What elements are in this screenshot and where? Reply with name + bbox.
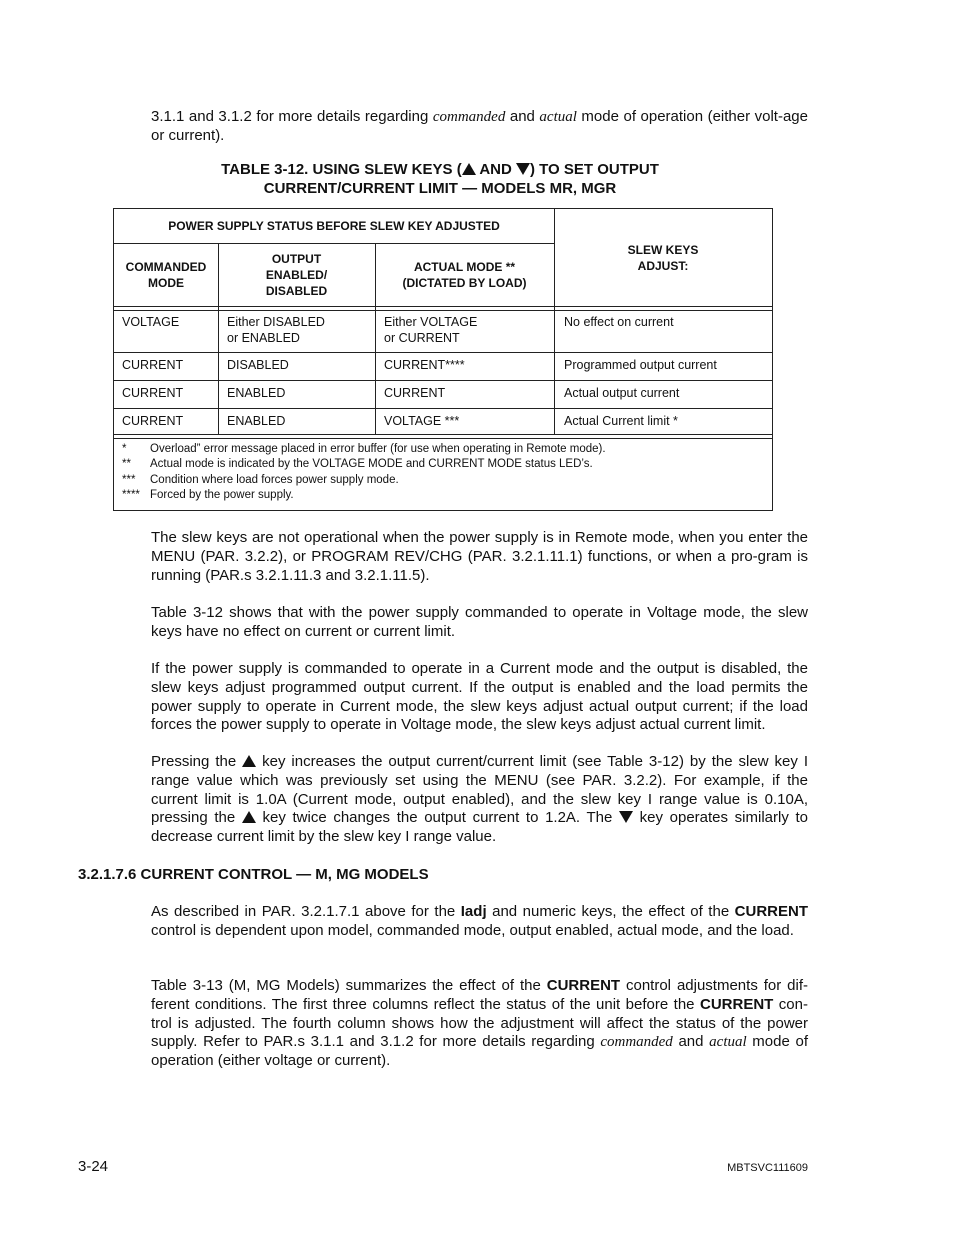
paragraph-text: con-trol is adjusted. The fourth column shows how the adjustment will affect the status of the power supply. Refer to PAR.s 3.1.1 and 3.1.2 for more details regarding <box>151 995 808 1051</box>
paragraph-text: control adjustments for dif-ferent conditions. The first three columns reflect the status of the unit before the <box>151 977 808 1013</box>
header-text: COMMANDED <box>125 260 207 274</box>
italic-term: commanded <box>600 1034 673 1051</box>
paragraph-text: key operates similarly to decrease current limit by the slew key I range value. <box>151 809 808 846</box>
paragraph-text: Table 3-13 (M, MG Models) summarizes the effect of the <box>151 977 547 994</box>
paragraph-text: key increases the output current/current limit (see Table 3-12) by the slew key I range value which was previously set using the MENU (see PAR. 3.2.2). For example, if the current limit is 1.0A (Current mode, output enabled), and the slew key I range value is 0.10A, pressing the <box>151 753 809 827</box>
footnote-mark: **** <box>122 489 140 501</box>
table-cell <box>227 315 325 346</box>
up-triangle-icon <box>462 163 476 175</box>
footnote-text: Forced by the power supply. <box>150 489 294 501</box>
cell-line: Either DISABLED <box>227 315 325 329</box>
page-number: 3-24 <box>78 1158 109 1175</box>
up-triangle-icon <box>242 811 256 823</box>
cell-line: or CURRENT <box>384 330 460 345</box>
header-text: ENABLED/ <box>265 268 328 282</box>
bold-term: Iadj <box>460 903 487 920</box>
paragraph-as-described <box>151 903 808 941</box>
intro-paragraph <box>151 108 808 146</box>
down-triangle-icon <box>516 163 530 175</box>
paragraph-text: key twice changes the output current to 1.2A. The <box>255 809 619 827</box>
document-id: MBTSVC111609 <box>727 1162 808 1174</box>
paragraph-slew-keys-not-operational: The slew keys are not operational when the power supply is in Remote mode, when you enter the MENU (PAR. 3.2.2), or PROGRAM REV/CHG (PAR. 3.2.1.11.1) functions, or when a pro-gram is running (PAR.s 3.2.1.11.3 and 3.2.1.11.5). <box>151 529 808 584</box>
up-triangle-icon <box>242 755 256 767</box>
bold-term: CURRENT <box>700 995 774 1013</box>
intro-italic-commanded: commanded <box>432 109 506 125</box>
paragraph-text: Pressing the <box>151 753 243 770</box>
header-actual-mode <box>375 259 554 291</box>
header-text: ADJUST: <box>637 259 689 273</box>
down-triangle-icon <box>619 811 633 823</box>
table-footnote <box>122 457 593 473</box>
intro-italic-actual: actual <box>539 109 577 125</box>
header-text: OUTPUT <box>271 252 322 266</box>
paragraph-table-3-13 <box>151 977 808 1071</box>
caption-text: TABLE 3-12. USING SLEW KEYS ( <box>221 161 462 178</box>
table-cell: ENABLED <box>227 386 286 400</box>
paragraph-text: and <box>672 1033 710 1051</box>
table-cell: CURRENT <box>122 414 184 428</box>
intro-text: mode of operation (either volt-age or current). <box>151 108 808 144</box>
table-cell: ENABLED <box>227 414 286 428</box>
divider <box>114 438 772 439</box>
caption-text: AND <box>475 161 516 178</box>
footnote-mark: *** <box>122 474 136 486</box>
footnote-mark: ** <box>122 458 131 470</box>
bold-term: CURRENT <box>546 977 621 994</box>
paragraph-text: and numeric keys, the effect of the <box>486 903 735 920</box>
table-footnote <box>122 488 294 504</box>
paragraph-text: control is dependent upon model, commanded mode, output enabled, actual mode, and the load. <box>151 921 794 939</box>
divider <box>114 434 772 435</box>
bold-term: CURRENT <box>734 903 809 920</box>
cell-line: Either VOLTAGE <box>384 315 478 329</box>
table-cell: Programmed output current <box>564 358 717 372</box>
table-caption <box>140 160 740 198</box>
header-text: SLEW KEYS <box>627 243 699 257</box>
table-caption-line2: CURRENT/CURRENT LIMIT — MODELS MR, MGR <box>263 180 617 197</box>
divider <box>114 243 554 244</box>
footnote-text: Overload” error message placed in error buffer (for use when operating in Remote mode). <box>150 443 606 455</box>
paragraph-text: mode of operation (either voltage or current). <box>151 1033 808 1070</box>
slew-keys-table <box>113 208 773 511</box>
section-heading: 3.2.1.7.6 CURRENT CONTROL — M, MG MODELS <box>78 866 429 883</box>
table-cell: CURRENT <box>384 386 446 400</box>
table-cell: VOLTAGE *** <box>384 414 460 428</box>
header-text: MODE <box>148 276 184 290</box>
divider <box>114 408 772 409</box>
header-text: ACTUAL MODE ** <box>413 260 516 274</box>
table-footnote <box>122 473 399 489</box>
header-commanded-mode <box>114 259 218 291</box>
divider <box>114 352 772 353</box>
table-cell: CURRENT**** <box>384 358 465 372</box>
paragraph-current-mode: If the power supply is commanded to operate in a Current mode and the output is disabled, the slew keys adjust programmed output current. If the output is enabled and the load permits the power supply to operate in Current mode, the slew keys adjust actual output current; if the load forces the power supply to operate in Voltage mode, the slew keys adjust actual current limit. <box>151 660 808 734</box>
header-text: DISABLED <box>265 284 328 298</box>
footnote-text: Condition where load forces power supply mode. <box>150 474 399 486</box>
table-cell: VOLTAGE <box>122 315 180 329</box>
table-group-header: POWER SUPPLY STATUS BEFORE SLEW KEY ADJUSTED <box>168 219 500 233</box>
footnote-mark: * <box>122 443 127 455</box>
intro-text: and <box>505 108 540 125</box>
header-slew-keys-adjust <box>554 242 772 274</box>
table-caption-line1 <box>140 160 740 179</box>
table-cell <box>384 315 477 346</box>
table-cell: CURRENT <box>122 358 184 372</box>
paragraph-voltage-mode: Table 3-12 shows that with the power supply commanded to operate in Voltage mode, the slew keys have no effect on current or current limit. <box>151 604 808 640</box>
footnote-text: Actual mode is indicated by the VOLTAGE MODE and CURRENT MODE status LED’s. <box>150 458 593 470</box>
table-footnote <box>122 442 606 458</box>
paragraph-pressing-key <box>151 753 808 847</box>
cell-line: or ENABLED <box>227 330 300 345</box>
table-cell: Actual output current <box>564 386 680 400</box>
caption-text: ) TO SET OUTPUT <box>529 161 659 178</box>
divider <box>114 380 772 381</box>
header-text: (DICTATED BY LOAD) <box>402 276 527 290</box>
table-cell: DISABLED <box>227 358 289 372</box>
paragraph-text: As described in PAR. 3.2.1.7.1 above for the <box>151 903 461 920</box>
divider <box>114 306 772 307</box>
header-output-enabled <box>218 251 375 299</box>
table-cell: CURRENT <box>122 386 184 400</box>
italic-term: actual <box>709 1034 747 1051</box>
table-cell: Actual Current limit * <box>564 414 678 428</box>
divider <box>114 310 772 311</box>
intro-text: 3.1.1 and 3.1.2 for more details regarding <box>151 108 433 125</box>
table-cell: No effect on current <box>564 315 674 329</box>
